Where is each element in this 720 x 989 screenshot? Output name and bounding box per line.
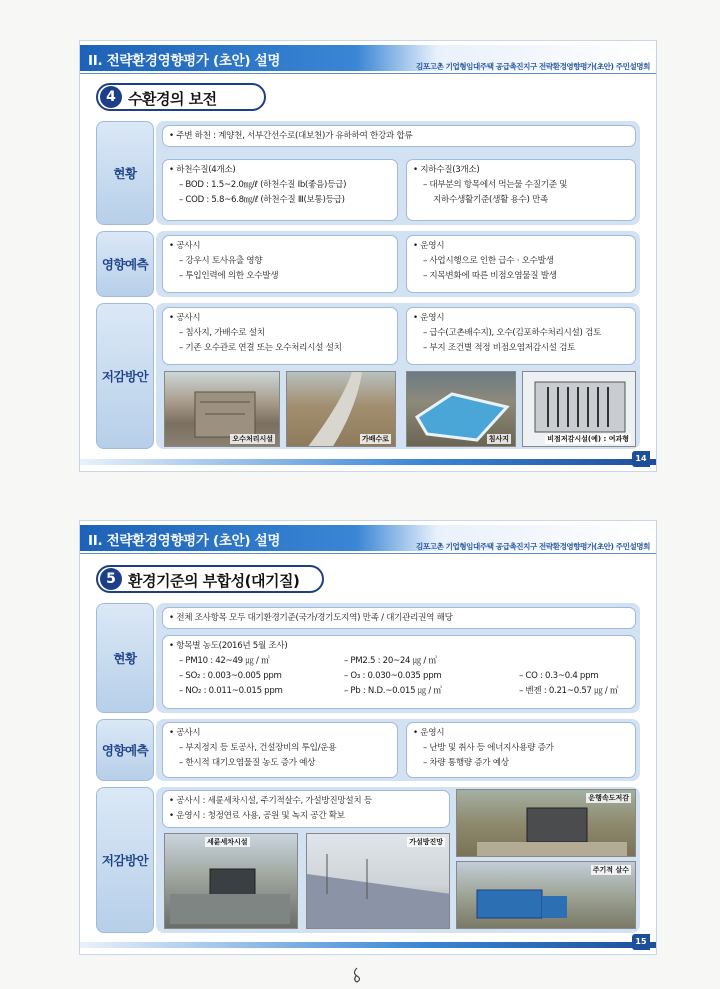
impact-operation-line-2: – 지목변화에 따른 비점오염물질 발생 (423, 271, 557, 281)
mitigation-construction-box (162, 307, 398, 365)
row-label-impact: 영향예측 (96, 231, 154, 297)
air-measure-row-1 (169, 654, 629, 669)
impact-construction-title: • 공사시 (169, 728, 201, 738)
mitigation-summary-box (162, 790, 450, 828)
slide-header (80, 521, 656, 559)
photo-nonpoint-filter (522, 371, 636, 447)
slide-15 (79, 520, 657, 955)
impact-operation-line-1: – 난방 및 취사 등 에너지사용량 증가 (423, 743, 554, 753)
header-title: II. 전략환경영향평가 (초안) 설명 (88, 533, 281, 549)
impact-construction-box (162, 722, 398, 778)
river-cod: – COD : 5.8~6.8㎎/ℓ (하천수질 Ⅲ(보통)등급) (179, 195, 345, 205)
slide-header (80, 41, 656, 79)
impact-operation-line-1: – 사업시행으로 인한 급수 · 오수발생 (423, 256, 554, 266)
photo-sewage-facility (164, 371, 280, 447)
section-number: 5 (100, 568, 122, 590)
mitigation-construction-title: • 공사시 (169, 313, 201, 323)
air-measure-row-3 (169, 684, 629, 699)
row-label-mitigation: 저감방안 (96, 787, 154, 933)
photo-wheel-wash (164, 833, 298, 929)
mitigation-operation-line-2: – 부지 조건별 적정 비점오염저감시설 검토 (423, 343, 576, 353)
photo-label-wheel-wash: 세륜세차시설 (207, 838, 248, 846)
header-subtitle: 김포고촌 기업형임대주택 공급촉진지구 전략환경영향평가(초안) 주민설명회 (416, 542, 650, 551)
measure-no2: – NO₂ : 0.011~0.015 ppm (179, 686, 283, 696)
footer-bar (80, 942, 656, 948)
measure-co: – CO : 0.3~0.4 ppm (519, 671, 599, 681)
handwritten-mark (350, 966, 364, 988)
header-title: II. 전략환경영향평가 (초안) 설명 (88, 53, 281, 69)
handwritten-mark-graphic (350, 966, 364, 984)
photo-settling-pond (406, 371, 516, 447)
groundwater-line-2: 지하수생활기준(생활 용수) 만족 (433, 195, 548, 205)
photo-label-speed: 운행속도저감 (588, 794, 629, 802)
row-label-status: 현황 (96, 603, 154, 713)
photo-water-spray (456, 861, 636, 929)
page-number: 15 (632, 934, 650, 950)
slide-14 (79, 40, 657, 472)
measure-pm25: – PM2.5 : 20~24 ㎍ / ㎥ (344, 656, 437, 666)
river-quality-title: • 하천수질(4개소) (169, 165, 236, 175)
mitigation-operation-box (406, 307, 636, 365)
river-quality-box (162, 159, 398, 221)
photo-label-pond: 침사지 (488, 435, 509, 443)
impact-operation-line-2: – 차량 통행량 증가 예상 (423, 758, 509, 768)
mitigation-operation-line-1: – 급수(고촌배수지), 오수(김포하수처리시설) 검토 (423, 328, 601, 338)
mitigation-line-operation: • 운영시 : 청정연료 사용, 공원 및 녹지 공간 확보 (169, 811, 345, 821)
groundwater-box (406, 159, 636, 221)
air-measure-row-2 (169, 669, 629, 684)
photo-temp-drain (286, 371, 396, 447)
section-title: 수환경의 보전 (128, 90, 217, 108)
impact-construction-box (162, 235, 398, 293)
page-number: 14 (632, 451, 650, 467)
header-rule (80, 553, 656, 554)
impact-construction-line-1: – 부지정지 등 토공사, 건설장비의 투입/운용 (179, 743, 337, 753)
impact-operation-box (406, 235, 636, 293)
air-measure-title: • 항목별 농도(2016년 5월 조사) (169, 641, 288, 651)
photo-label-filter: 비점저감시설(예) : 여과형 (547, 435, 629, 443)
header-subtitle: 김포고촌 기업형임대주택 공급촉진지구 전략환경영향평가(초안) 주민설명회 (416, 62, 650, 71)
impact-construction-line-2: – 투입인력에 의한 오수발생 (179, 271, 279, 281)
photo-label-dust-net: 가설방진망 (409, 838, 443, 846)
photo-label-sewage: 오수처리시설 (232, 435, 273, 443)
impact-operation-title: • 운영시 (413, 728, 445, 738)
measure-pm10: – PM10 : 42~49 ㎍ / ㎥ (179, 656, 270, 666)
row-label-mitigation: 저감방안 (96, 303, 154, 449)
measure-o3: – O₃ : 0.030~0.035 ppm (344, 671, 442, 681)
measure-benzene: – 벤젠 : 0.21~0.57 ㎍ / ㎥ (519, 686, 619, 696)
section-title: 환경기준의 부합성(대기질) (128, 572, 300, 590)
footer-bar (80, 459, 656, 465)
photo-dust-net (306, 833, 450, 929)
impact-construction-line-2: – 한시적 대기오염물질 농도 증가 예상 (179, 758, 316, 768)
measure-so2: – SO₂ : 0.003~0.005 ppm (179, 671, 282, 681)
row-label-impact: 영향예측 (96, 719, 154, 781)
photo-label-spray: 주기적 살수 (592, 866, 629, 874)
status-summary-text: • 전체 조사항목 모두 대기환경기준(국가/경기도지역) 만족 / 대기관리권역 해당 (169, 613, 453, 623)
status-summary-text: • 주변 하천 : 계양천, 서부간선수로(대보천)가 유하하여 한강과 합류 (169, 131, 413, 141)
groundwater-line-1: – 대부분의 항목에서 먹는물 수질기준 및 (423, 180, 568, 190)
photo-speed-reduction (456, 789, 636, 857)
mitigation-construction-line-1: – 침사지, 가배수로 설치 (179, 328, 265, 338)
impact-operation-box (406, 722, 636, 778)
impact-construction-line-1: – 강우시 토사유출 영향 (179, 256, 263, 266)
impact-operation-title: • 운영시 (413, 241, 445, 251)
photo-label-drain: 가배수로 (361, 435, 389, 443)
section-number: 4 (100, 86, 122, 108)
groundwater-title: • 지하수질(3개소) (413, 165, 480, 175)
impact-construction-title: • 공사시 (169, 241, 201, 251)
header-rule (80, 73, 656, 74)
row-label-status: 현황 (96, 121, 154, 225)
photo-wheel-wash-graphic (165, 834, 298, 929)
section-heading (96, 565, 324, 593)
mitigation-construction-line-2: – 기존 오수관로 연결 또는 오수처리시설 설치 (179, 343, 342, 353)
status-summary-box (162, 607, 636, 629)
section-heading (96, 83, 266, 111)
air-measure-box (162, 635, 636, 709)
river-bod: – BOD : 1.5~2.0㎎/ℓ (하천수질 Ⅰb(좋음)등급) (179, 180, 347, 190)
measure-pb: – Pb : N.D.~0.015 ㎍ / ㎥ (344, 686, 442, 696)
mitigation-operation-title: • 운영시 (413, 313, 445, 323)
status-summary-box (162, 125, 636, 147)
photo-dust-net-graphic (307, 834, 450, 929)
mitigation-line-construction: • 공사시 : 세륜세차시설, 주기적살수, 가설방진망설치 등 (169, 796, 372, 806)
